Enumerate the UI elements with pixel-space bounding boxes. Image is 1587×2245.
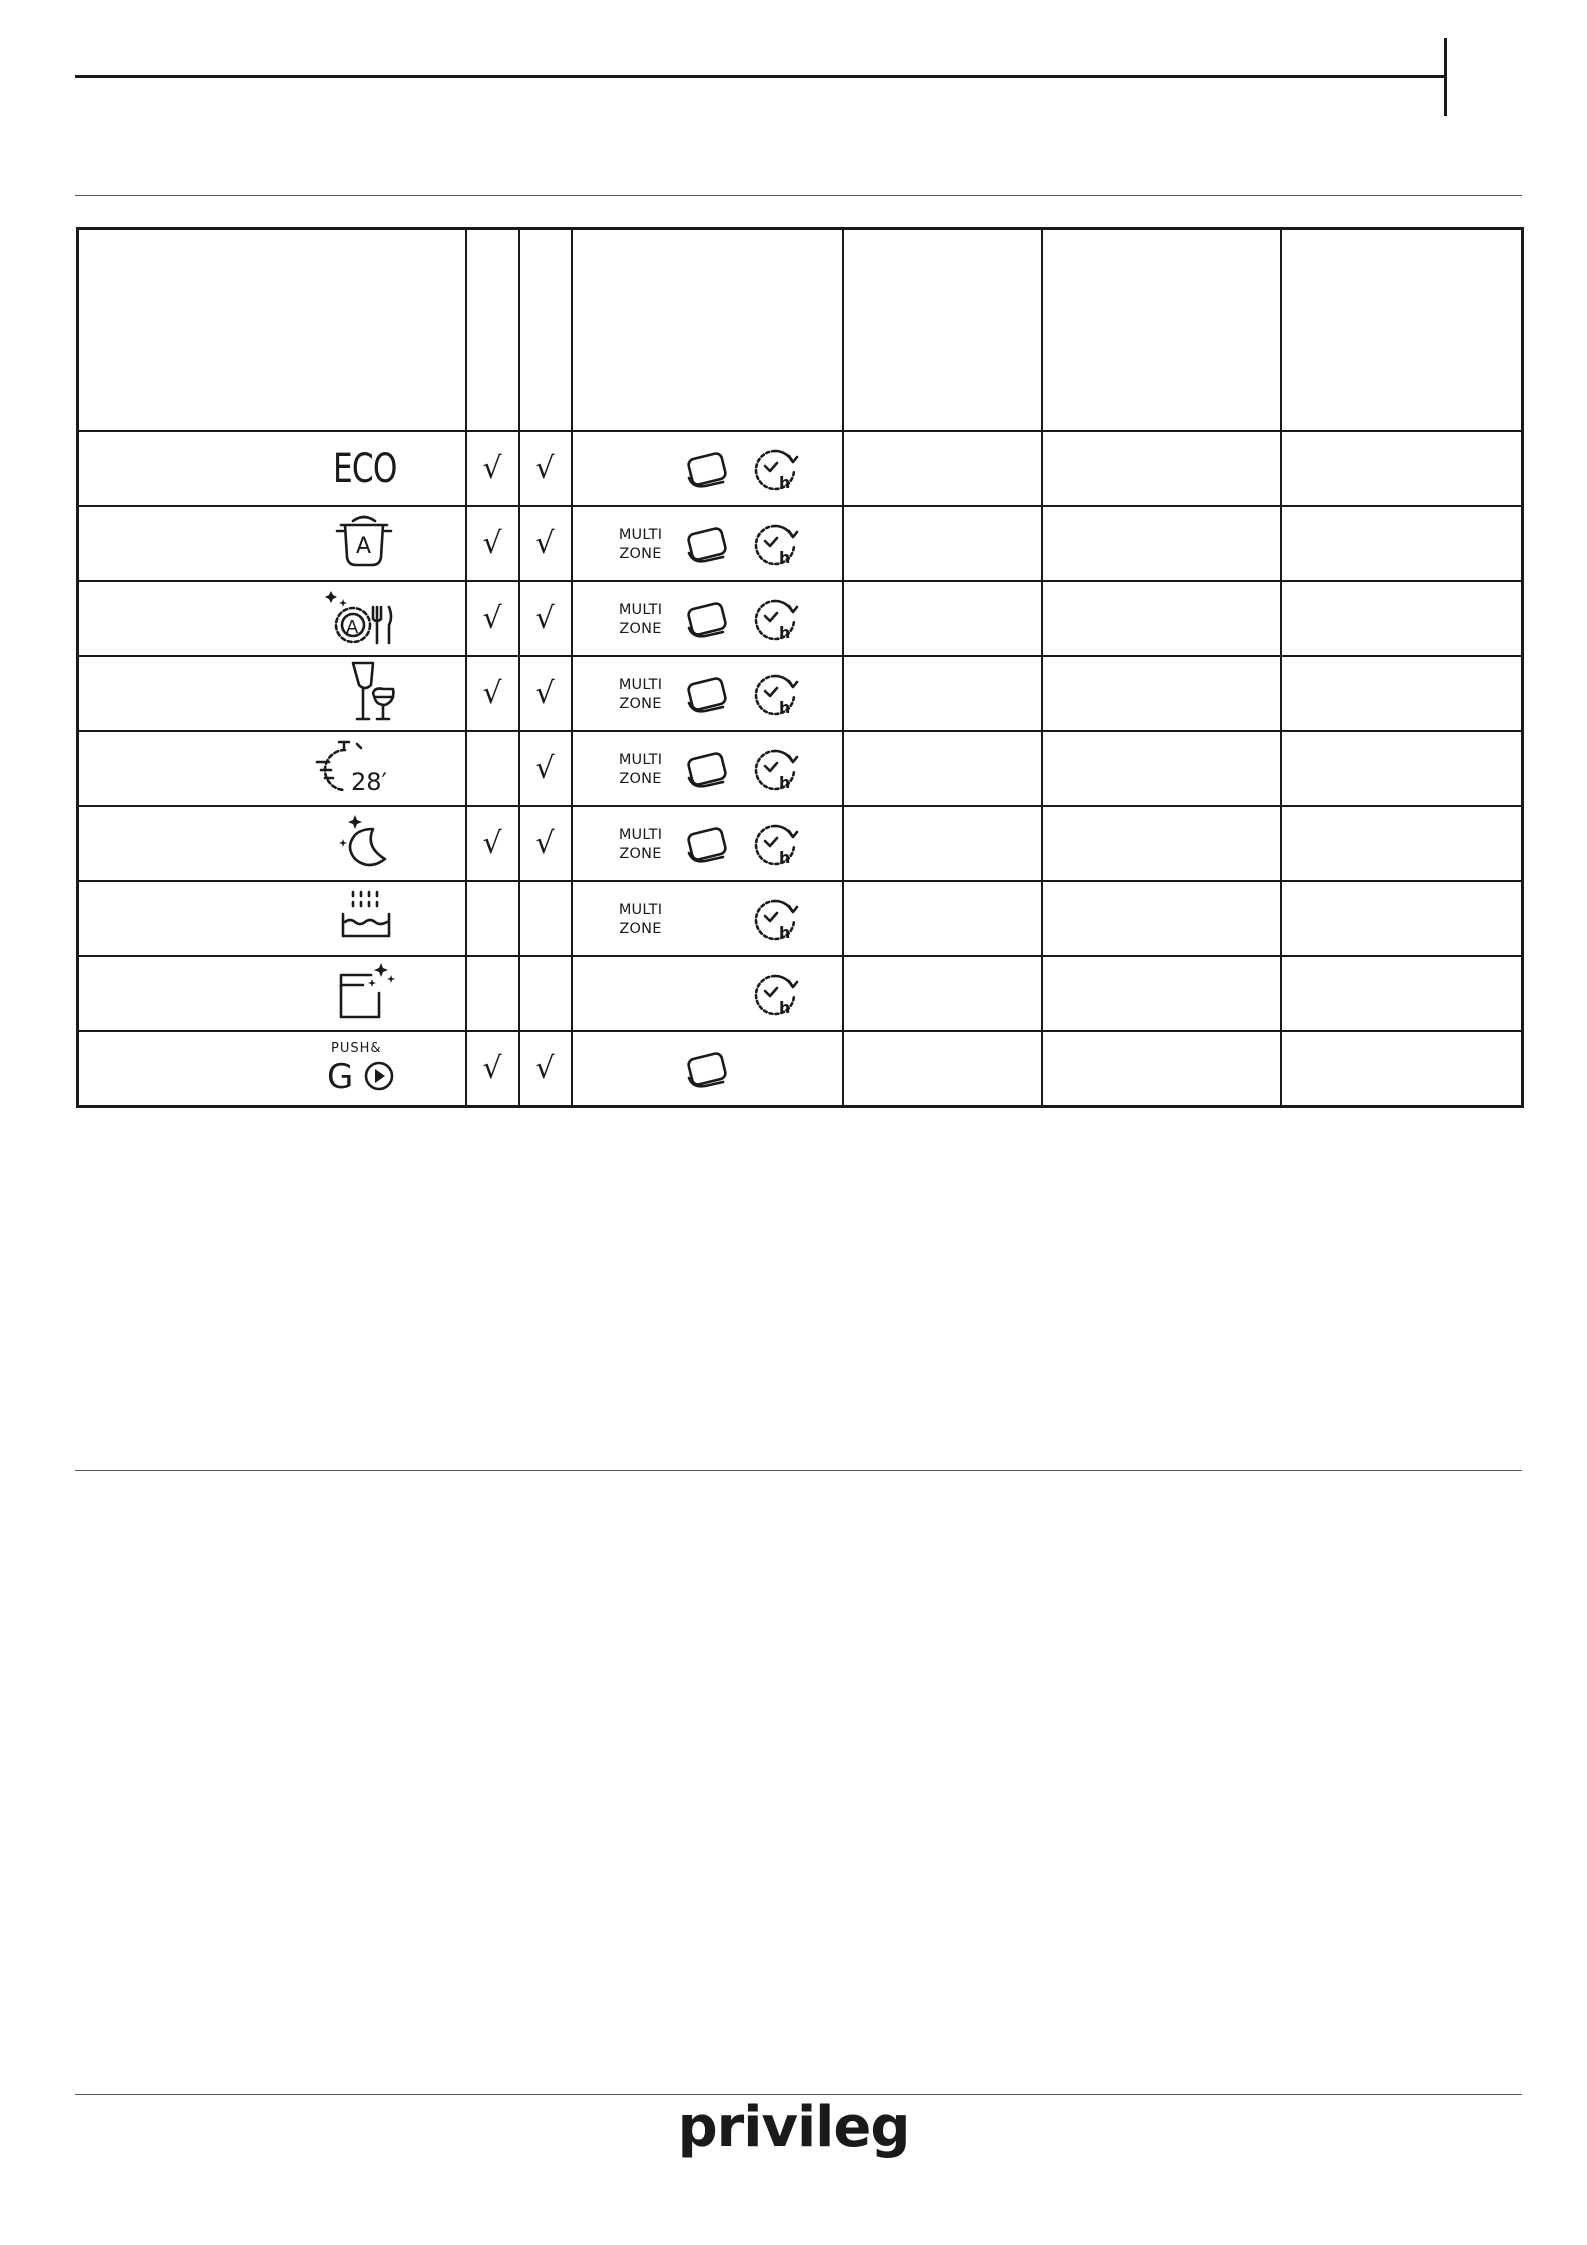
multizone-label xyxy=(615,826,667,864)
empty-cell xyxy=(1281,1031,1523,1107)
table-row xyxy=(78,431,1523,506)
multizone-label xyxy=(615,526,667,564)
program-cell xyxy=(78,1031,466,1107)
program-cell xyxy=(78,656,466,731)
rinse-soak-icon xyxy=(335,888,397,949)
svg-text:h: h xyxy=(778,998,790,1017)
go-label: G xyxy=(326,1057,353,1094)
checkmark: √ xyxy=(535,525,555,561)
tablet-icon xyxy=(683,823,731,872)
checkmark: √ xyxy=(535,825,555,861)
svg-text:A: A xyxy=(345,617,358,638)
empty-cell xyxy=(1042,1031,1281,1107)
empty-cell xyxy=(1281,506,1523,581)
empty-cell xyxy=(1042,731,1281,806)
multizone-label xyxy=(615,901,667,939)
tablet-icon xyxy=(683,523,731,572)
multizone-line: MULTI xyxy=(618,527,663,543)
options-cell xyxy=(572,731,843,806)
header-cell xyxy=(1281,229,1523,432)
checkmark: √ xyxy=(535,1050,555,1086)
header-cell xyxy=(466,229,519,432)
check-cell xyxy=(466,881,519,956)
multizone-label xyxy=(615,601,667,639)
check-cell xyxy=(466,656,519,731)
check-cell xyxy=(519,506,572,581)
multizone-line: MULTI xyxy=(618,902,663,918)
auto-daily-icon xyxy=(323,585,397,652)
empty-cell xyxy=(843,431,1042,506)
multizone-line: MULTI xyxy=(618,752,663,768)
delay-start-icon xyxy=(751,746,799,799)
svg-text:h: h xyxy=(778,923,790,942)
empty-cell xyxy=(843,506,1042,581)
eco-program-icon xyxy=(315,445,397,492)
quick-28-icon xyxy=(315,738,397,799)
delay-start-icon xyxy=(751,446,799,499)
empty-cell xyxy=(1281,431,1523,506)
self-clean-icon xyxy=(331,961,397,1026)
checkmark: √ xyxy=(535,675,555,711)
delay-start-icon xyxy=(751,596,799,649)
table-row xyxy=(78,806,1523,881)
check-cell xyxy=(466,581,519,656)
check-cell xyxy=(466,956,519,1031)
program-cell xyxy=(78,506,466,581)
table-row xyxy=(78,881,1523,956)
program-cell xyxy=(78,581,466,656)
multizone-line: ZONE xyxy=(619,546,662,562)
table-row xyxy=(78,1031,1523,1107)
empty-cell xyxy=(843,956,1042,1031)
options-cell xyxy=(572,431,843,506)
check-cell xyxy=(519,881,572,956)
header-cell xyxy=(78,229,466,432)
empty-cell xyxy=(843,1031,1042,1107)
empty-cell xyxy=(843,581,1042,656)
multizone-line: ZONE xyxy=(619,921,662,937)
eco-label: ECO xyxy=(332,445,397,492)
empty-cell xyxy=(1042,806,1281,881)
options-cell xyxy=(572,806,843,881)
section-divider xyxy=(75,195,1522,196)
push-and-go-icon xyxy=(325,1038,397,1099)
table-row xyxy=(78,956,1523,1031)
svg-text:h: h xyxy=(778,698,790,717)
empty-cell xyxy=(1042,431,1281,506)
auto-intensive-pot-icon xyxy=(331,513,397,574)
multizone-line: ZONE xyxy=(619,621,662,637)
program-cell xyxy=(78,731,466,806)
multizone-label xyxy=(615,676,667,714)
table-row xyxy=(78,656,1523,731)
check-cell xyxy=(519,581,572,656)
options-cell xyxy=(572,956,843,1031)
svg-text:h: h xyxy=(778,473,790,492)
check-cell xyxy=(519,431,572,506)
table-header-row xyxy=(78,229,1523,432)
multizone-line: ZONE xyxy=(619,696,662,712)
checkmark: √ xyxy=(482,675,502,711)
svg-text:h: h xyxy=(778,773,790,792)
tablet-icon xyxy=(683,448,731,497)
header-cell xyxy=(843,229,1042,432)
check-cell xyxy=(466,806,519,881)
table-row xyxy=(78,731,1523,806)
program-cell xyxy=(78,431,466,506)
check-cell xyxy=(466,506,519,581)
empty-cell xyxy=(1281,881,1523,956)
checkmark: √ xyxy=(482,825,502,861)
program-table xyxy=(76,227,1524,1108)
empty-cell xyxy=(1042,656,1281,731)
tablet-icon xyxy=(683,748,731,797)
empty-cell xyxy=(1281,956,1523,1031)
delay-start-icon xyxy=(751,521,799,574)
table-row xyxy=(78,506,1523,581)
top-rule xyxy=(75,75,1446,78)
multizone-line: MULTI xyxy=(618,827,663,843)
options-cell xyxy=(572,881,843,956)
options-cell xyxy=(572,581,843,656)
section-divider xyxy=(75,1470,1522,1471)
check-cell xyxy=(519,1031,572,1107)
delay-start-icon xyxy=(751,671,799,724)
empty-cell xyxy=(1281,581,1523,656)
brand-logo: privileg xyxy=(677,2095,910,2160)
check-cell xyxy=(466,431,519,506)
checkmark: √ xyxy=(482,1050,502,1086)
multizone-line: ZONE xyxy=(619,771,662,787)
svg-text:A: A xyxy=(355,534,371,559)
header-cell xyxy=(572,229,843,432)
header-cell xyxy=(519,229,572,432)
night-moon-icon xyxy=(337,811,397,876)
empty-cell xyxy=(1042,506,1281,581)
svg-text:h: h xyxy=(778,623,790,642)
empty-cell xyxy=(1042,881,1281,956)
checkmark: √ xyxy=(535,750,555,786)
tablet-icon xyxy=(683,598,731,647)
check-cell xyxy=(519,656,572,731)
options-cell xyxy=(572,656,843,731)
checkmark: √ xyxy=(482,600,502,636)
tablet-icon xyxy=(683,673,731,722)
empty-cell xyxy=(1281,731,1523,806)
empty-cell xyxy=(1281,806,1523,881)
empty-cell xyxy=(843,656,1042,731)
check-cell xyxy=(466,1031,519,1107)
delay-start-icon xyxy=(751,896,799,949)
svg-text:h: h xyxy=(778,848,790,867)
program-cell xyxy=(78,881,466,956)
delay-start-icon xyxy=(751,971,799,1024)
quick-time-label: 28′ xyxy=(350,768,387,794)
push-label: PUSH& xyxy=(330,1041,382,1056)
multizone-label xyxy=(615,751,667,789)
options-cell xyxy=(572,1031,843,1107)
check-cell xyxy=(519,806,572,881)
table-row xyxy=(78,581,1523,656)
check-cell xyxy=(466,731,519,806)
glass-care-icon xyxy=(345,659,397,728)
multizone-line: ZONE xyxy=(619,846,662,862)
delay-start-icon xyxy=(751,821,799,874)
multizone-line: MULTI xyxy=(618,677,663,693)
program-table-body xyxy=(78,229,1523,1107)
empty-cell xyxy=(843,806,1042,881)
header-cell xyxy=(1042,229,1281,432)
checkmark: √ xyxy=(482,525,502,561)
svg-text:h: h xyxy=(778,548,790,567)
options-cell xyxy=(572,506,843,581)
empty-cell xyxy=(843,881,1042,956)
checkmark: √ xyxy=(482,450,502,486)
program-cell xyxy=(78,956,466,1031)
empty-cell xyxy=(843,731,1042,806)
multizone-line: MULTI xyxy=(618,602,663,618)
checkmark: √ xyxy=(535,450,555,486)
empty-cell xyxy=(1042,956,1281,1031)
program-cell xyxy=(78,806,466,881)
empty-cell xyxy=(1281,656,1523,731)
empty-cell xyxy=(1042,581,1281,656)
check-cell xyxy=(519,731,572,806)
top-rule-tick xyxy=(1444,38,1447,116)
tablet-icon xyxy=(683,1048,731,1097)
check-cell xyxy=(519,956,572,1031)
checkmark: √ xyxy=(535,600,555,636)
